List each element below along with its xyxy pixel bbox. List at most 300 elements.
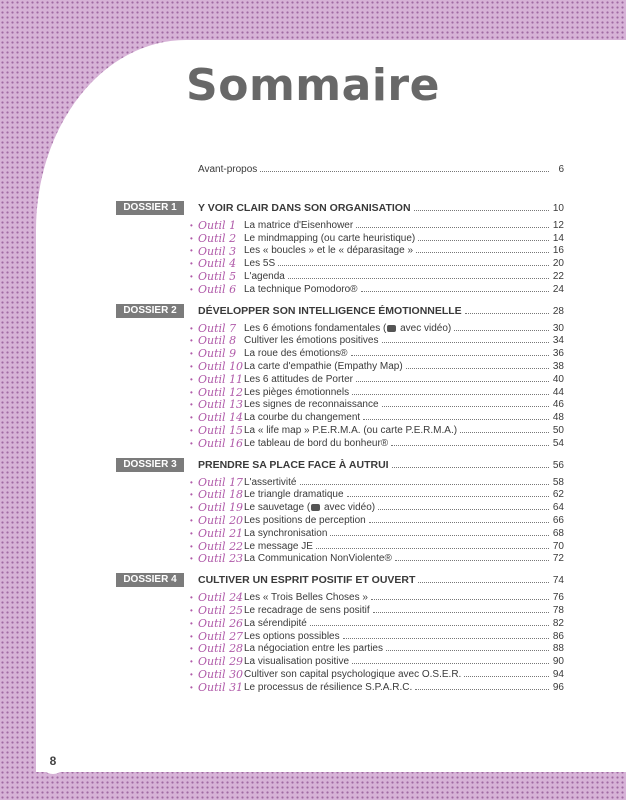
toc-entry[interactable] <box>116 553 564 566</box>
toc-entry[interactable] <box>116 360 564 373</box>
entry-page: 62 <box>552 489 564 501</box>
entry-page: 96 <box>552 681 564 693</box>
entry-row <box>244 220 564 231</box>
bullet-icon: • <box>190 682 193 692</box>
toc-entry[interactable] <box>116 386 564 399</box>
entry-page: 40 <box>552 373 564 385</box>
toc-entry[interactable] <box>116 604 564 617</box>
toc-entry[interactable] <box>116 245 564 258</box>
outil-number <box>198 514 244 527</box>
outil-num: 6 <box>229 282 237 296</box>
entry-page: 34 <box>552 335 564 347</box>
entry-page: 68 <box>552 527 564 539</box>
entry-row <box>244 374 564 385</box>
dot-leader <box>460 432 549 433</box>
entry-label-wrap <box>244 335 379 346</box>
outil-number <box>198 322 244 335</box>
entry-row <box>244 387 564 398</box>
entry-row <box>244 682 564 693</box>
toc-entry[interactable] <box>116 424 564 437</box>
outil-num: 16 <box>229 436 244 450</box>
entry-row <box>244 412 564 423</box>
outil-prefix: Outil <box>198 604 226 618</box>
outil-prefix: Outil <box>198 334 226 348</box>
outil-num: 20 <box>229 514 244 528</box>
bullet-icon: • <box>190 272 193 282</box>
outil-number <box>198 424 244 437</box>
outil-num: 31 <box>229 680 244 694</box>
entry-label-wrap <box>244 682 412 693</box>
toc-entry[interactable] <box>116 283 564 296</box>
entry-label: Le recadrage de sens positif <box>244 605 370 617</box>
outil-prefix: Outil <box>198 321 226 335</box>
outil-prefix: Outil <box>198 501 226 515</box>
entry-label-wrap <box>244 233 415 244</box>
dot-leader <box>352 394 549 395</box>
entry-row <box>244 631 564 642</box>
dossier-title-row <box>198 574 564 586</box>
entry-row <box>244 528 564 539</box>
entry-page: 48 <box>552 412 564 424</box>
entry-page: 38 <box>552 361 564 373</box>
video-camera-icon <box>387 325 396 332</box>
outil-number <box>198 501 244 514</box>
dossier-title: Y VOIR CLAIR DANS SON ORGANISATION <box>198 202 411 214</box>
outil-num: 12 <box>229 385 244 399</box>
entry-label-wrap <box>244 258 275 269</box>
dot-leader <box>356 227 549 228</box>
toc-entry[interactable] <box>116 540 564 553</box>
bullet-icon: • <box>190 374 193 384</box>
entry-label-wrap <box>244 515 366 526</box>
bullet-icon: • <box>190 528 193 538</box>
toc-entry[interactable] <box>116 617 564 630</box>
dossier-header[interactable] <box>116 304 564 318</box>
toc-entry[interactable] <box>116 681 564 694</box>
dot-leader <box>347 496 549 497</box>
bullet-icon: • <box>190 644 193 654</box>
entry-label-wrap <box>244 245 413 256</box>
outil-prefix: Outil <box>198 552 226 566</box>
dot-leader <box>415 689 549 690</box>
entry-label-wrap <box>244 656 349 667</box>
dot-leader <box>418 582 549 583</box>
dot-leader <box>300 484 550 485</box>
entry-label: Le message JE <box>244 540 313 552</box>
bullet-icon: • <box>190 631 193 641</box>
outil-prefix: Outil <box>198 244 226 258</box>
entry-label: Le tableau de bord du bonheur® <box>244 437 389 449</box>
toc-entry[interactable] <box>116 630 564 643</box>
dot-leader <box>356 381 549 382</box>
outil-number <box>198 386 244 399</box>
outil-num: 11 <box>229 372 244 386</box>
entry-label: La sérendipité <box>244 617 307 629</box>
bullet-icon: • <box>190 233 193 243</box>
outil-num: 8 <box>229 334 237 348</box>
outil-number <box>198 283 244 296</box>
entry-label-wrap <box>244 669 461 680</box>
outil-num: 24 <box>229 591 244 605</box>
dossier-page: 10 <box>552 203 564 214</box>
entry-label-wrap <box>244 361 403 372</box>
bullet-icon: • <box>190 259 193 269</box>
outil-prefix: Outil <box>198 218 226 232</box>
outil-number <box>198 540 244 553</box>
bullet-icon: • <box>190 387 193 397</box>
dossier-title: CULTIVER UN ESPRIT POSITIF ET OUVERT <box>198 574 416 587</box>
entry-page: 16 <box>552 245 564 257</box>
outil-prefix: Outil <box>198 591 226 605</box>
dot-leader <box>310 625 549 626</box>
dossier-badge: DOSSIER 3 <box>116 458 184 472</box>
entry-page: 88 <box>552 643 564 655</box>
entry-label-wrap <box>244 412 360 423</box>
entry-row <box>244 605 564 616</box>
outil-num: 19 <box>229 501 244 515</box>
entry-page: 78 <box>552 605 564 617</box>
dot-leader <box>351 355 549 356</box>
entry-label: Cultiver son capital psychologique avec O.S.E.R. <box>244 669 462 680</box>
entry-page: 64 <box>552 502 564 514</box>
outil-prefix: Outil <box>198 642 226 656</box>
outil-prefix: Outil <box>198 372 226 386</box>
outil-number <box>198 668 244 681</box>
bullet-icon: • <box>190 490 193 500</box>
entry-row <box>244 271 564 282</box>
entry-label: L'assertivité <box>244 476 297 488</box>
toc-entry-avant-propos[interactable] <box>116 160 564 175</box>
dot-leader <box>391 445 549 446</box>
dot-leader <box>369 522 549 523</box>
dot-leader <box>343 638 549 639</box>
outil-num: 29 <box>229 655 244 669</box>
entry-page: 20 <box>552 258 564 270</box>
toc-entry[interactable] <box>116 655 564 668</box>
outil-number <box>198 604 244 617</box>
entry-page: 90 <box>552 656 564 668</box>
outil-number <box>198 488 244 501</box>
outil-number <box>198 334 244 347</box>
outil-prefix: Outil <box>198 424 226 438</box>
dot-leader <box>406 368 549 369</box>
outil-number <box>198 681 244 694</box>
entry-label-wrap <box>244 643 383 654</box>
dot-leader <box>395 560 549 561</box>
toc-entry[interactable] <box>116 643 564 656</box>
outil-number <box>198 617 244 630</box>
entry-page: 46 <box>552 399 564 411</box>
outil-num: 26 <box>229 616 244 630</box>
bullet-icon: • <box>190 349 193 359</box>
dot-leader <box>316 548 549 549</box>
entry-label-wrap <box>244 348 348 359</box>
entry-page: 86 <box>552 630 564 642</box>
entry-label-wrap <box>244 477 297 488</box>
entry-label: La carte d'empathie (Empathy Map) <box>244 361 403 373</box>
outil-num: 23 <box>229 552 244 566</box>
entry-row <box>244 592 564 603</box>
entry-label-wrap <box>244 618 307 629</box>
outil-number <box>198 232 244 245</box>
dot-leader <box>363 419 549 420</box>
toc-entry[interactable] <box>116 437 564 450</box>
entry-label-wrap <box>244 374 353 385</box>
entry-label: Le triangle dramatique <box>244 489 344 501</box>
dossier-header[interactable] <box>116 201 564 215</box>
outil-num: 17 <box>229 475 244 489</box>
outil-prefix: Outil <box>198 680 226 694</box>
entry-page: 36 <box>552 348 564 360</box>
bullet-icon: • <box>190 246 193 256</box>
entry-video-note: avec vidéo) <box>400 322 452 334</box>
outil-number <box>198 642 244 655</box>
entry-page: 50 <box>552 425 564 437</box>
dot-leader <box>416 252 549 253</box>
bullet-icon: • <box>190 284 193 294</box>
entry-label-wrap <box>244 323 451 334</box>
entry-page: 54 <box>552 437 564 449</box>
outil-prefix: Outil <box>198 360 226 374</box>
entry-page: 30 <box>552 322 564 334</box>
entry-row <box>244 399 564 410</box>
outil-number <box>198 219 244 232</box>
entry-row <box>244 245 564 256</box>
outil-num: 10 <box>229 360 244 374</box>
outil-prefix: Outil <box>198 385 226 399</box>
outil-prefix: Outil <box>198 616 226 630</box>
entry-row <box>244 425 564 436</box>
toc-entry[interactable] <box>116 668 564 681</box>
entry-row <box>244 541 564 552</box>
outil-number <box>198 257 244 270</box>
entry-label-wrap <box>244 284 358 295</box>
entry-label: La Communication NonViolente® <box>244 553 392 565</box>
dossier-title-row <box>198 459 564 471</box>
entry-label: Cultiver les émotions positives <box>244 335 379 347</box>
outil-number <box>198 360 244 373</box>
entry-row <box>244 258 564 269</box>
outil-prefix: Outil <box>198 347 226 361</box>
entry-page: 72 <box>552 553 564 565</box>
dot-leader <box>392 467 549 468</box>
entry-label: Les 6 attitudes de Porter <box>244 373 353 385</box>
outil-prefix: Outil <box>198 282 226 296</box>
bullet-icon: • <box>190 541 193 551</box>
outil-number <box>198 347 244 360</box>
page-title: Sommaire <box>186 60 440 111</box>
entry-label: L'agenda <box>244 271 285 283</box>
entry-row <box>244 669 564 680</box>
entry-page: 58 <box>552 476 564 488</box>
outil-num: 14 <box>229 411 244 425</box>
dot-leader <box>382 406 549 407</box>
entry-row <box>244 477 564 488</box>
bullet-icon: • <box>190 503 193 513</box>
entry-page: 6 <box>558 164 564 175</box>
outil-num: 4 <box>229 257 237 271</box>
toc-entry[interactable] <box>116 232 564 245</box>
entry-page: 14 <box>552 232 564 244</box>
outil-number <box>198 630 244 643</box>
outil-num: 27 <box>229 629 244 643</box>
entry-label-wrap <box>244 592 368 603</box>
toc-entry[interactable] <box>116 489 564 502</box>
outil-num: 15 <box>229 424 244 438</box>
toc-entry[interactable] <box>116 591 564 604</box>
entry-label-wrap <box>244 438 388 449</box>
outil-num: 3 <box>229 244 237 258</box>
dot-leader <box>288 278 549 279</box>
bullet-icon: • <box>190 670 193 679</box>
toc-entry[interactable] <box>116 270 564 283</box>
dot-leader <box>260 171 549 172</box>
toc-entry[interactable] <box>116 399 564 412</box>
toc-entry[interactable] <box>116 411 564 424</box>
bullet-icon: • <box>190 220 193 230</box>
outil-number <box>198 591 244 604</box>
outil-num: 5 <box>229 270 237 284</box>
bullet-icon: • <box>190 323 193 333</box>
toc-entry[interactable] <box>116 476 564 489</box>
entry-label: Les « boucles » et le « déparasitage » <box>244 245 414 257</box>
dossier-title-row <box>198 305 564 317</box>
outil-prefix: Outil <box>198 488 226 502</box>
entry-label-wrap <box>244 425 457 436</box>
outil-prefix: Outil <box>198 270 226 284</box>
entry-label: La négociation entre les parties <box>244 643 383 655</box>
dossier-title: PRENDRE SA PLACE FACE À AUTRUI <box>198 458 389 471</box>
entry-label: Les 5S <box>244 258 276 270</box>
outil-num: 22 <box>229 539 244 553</box>
toc-entry[interactable] <box>116 501 564 514</box>
entry-page: 76 <box>552 592 564 604</box>
dot-leader <box>464 676 549 677</box>
entry-label: Les positions de perception <box>244 515 366 527</box>
toc-entry[interactable] <box>116 347 564 360</box>
toc-entry[interactable] <box>116 335 564 348</box>
bullet-icon: • <box>190 438 193 448</box>
dot-leader <box>330 535 549 536</box>
entry-label: Les « Trois Belles Choses » <box>244 592 368 604</box>
toc-entry[interactable] <box>116 257 564 270</box>
entry-page: 70 <box>552 540 564 552</box>
entry-label: La synchronisation <box>244 527 328 539</box>
outil-number <box>198 411 244 424</box>
toc-entry[interactable] <box>116 219 564 232</box>
outil-prefix: Outil <box>198 411 226 425</box>
dossier-page: 56 <box>552 459 564 471</box>
entry-label-wrap <box>244 631 340 642</box>
outil-number <box>198 527 244 540</box>
dossier-header[interactable] <box>116 573 564 587</box>
entry-label-wrap <box>244 271 285 282</box>
entry-page: 44 <box>552 386 564 398</box>
outil-number <box>198 552 244 565</box>
entry-label: Avant-propos <box>198 164 258 175</box>
dot-leader <box>386 650 549 651</box>
outil-num: 1 <box>229 218 237 232</box>
outil-prefix: Outil <box>198 655 226 669</box>
entry-row <box>244 489 564 500</box>
entry-label-wrap <box>244 399 379 410</box>
entry-label: Les signes de reconnaissance <box>244 399 379 411</box>
outil-num: 9 <box>229 347 237 361</box>
dot-leader <box>352 663 549 664</box>
page-number: 8 <box>40 748 66 774</box>
bullet-icon: • <box>190 426 193 436</box>
entry-label-wrap <box>244 387 349 398</box>
outil-num: 25 <box>229 604 244 618</box>
outil-num: 18 <box>229 488 244 502</box>
entry-label: Les options possibles <box>244 630 340 642</box>
entry-label: Le mindmapping (ou carte heuristique) <box>244 232 416 244</box>
entry-page: 94 <box>552 669 564 680</box>
entry-row <box>244 361 564 372</box>
outil-prefix: Outil <box>198 475 226 489</box>
dot-leader <box>378 509 549 510</box>
dossier-section <box>116 573 564 693</box>
dossier-section <box>116 304 564 450</box>
toc-entry[interactable] <box>116 373 564 386</box>
entry-row <box>244 553 564 564</box>
entry-label: Les 6 émotions fondamentales ( <box>244 322 387 334</box>
entry-label: La matrice d'Eisenhower <box>244 219 354 231</box>
dossier-section <box>116 458 564 566</box>
entry-label-wrap <box>244 502 375 513</box>
entry-row <box>244 502 564 513</box>
entry-row <box>244 348 564 359</box>
bullet-icon: • <box>190 593 193 603</box>
dossier-page: 74 <box>552 575 564 587</box>
entry-row <box>244 515 564 526</box>
outil-num: 21 <box>229 526 244 540</box>
entry-page: 24 <box>552 283 564 295</box>
entry-label-wrap <box>244 605 370 616</box>
entry-row <box>244 284 564 295</box>
entry-row <box>244 643 564 654</box>
outil-prefix: Outil <box>198 526 226 540</box>
entry-label: La courbe du changement <box>244 412 361 424</box>
bullet-icon: • <box>190 336 193 346</box>
entry-page: 66 <box>552 515 564 527</box>
bullet-icon: • <box>190 516 193 526</box>
outil-number <box>198 476 244 489</box>
dossier-header[interactable] <box>116 458 564 472</box>
table-of-contents <box>116 160 564 702</box>
dossier-title-row <box>198 202 564 214</box>
outil-number <box>198 655 244 668</box>
entry-row <box>244 656 564 667</box>
outil-num: 7 <box>229 321 237 335</box>
dot-leader <box>373 612 549 613</box>
bullet-icon: • <box>190 413 193 423</box>
dot-leader <box>361 291 549 292</box>
video-camera-icon <box>311 504 320 511</box>
toc-entry[interactable] <box>116 514 564 527</box>
entry-label: Les pièges émotionnels <box>244 386 350 398</box>
entry-label: La roue des émotions® <box>244 348 348 360</box>
outil-number <box>198 398 244 411</box>
entry-label-wrap <box>244 528 327 539</box>
entry-label: La technique Pomodoro® <box>244 283 358 295</box>
toc-entry[interactable] <box>116 527 564 540</box>
toc-entry[interactable] <box>116 322 564 335</box>
dossier-title: DÉVELOPPER SON INTELLIGENCE ÉMOTIONNELLE <box>198 304 462 317</box>
entry-page: 12 <box>552 219 564 231</box>
entry-video-note: avec vidéo) <box>323 502 376 514</box>
outil-prefix: Outil <box>198 539 226 553</box>
